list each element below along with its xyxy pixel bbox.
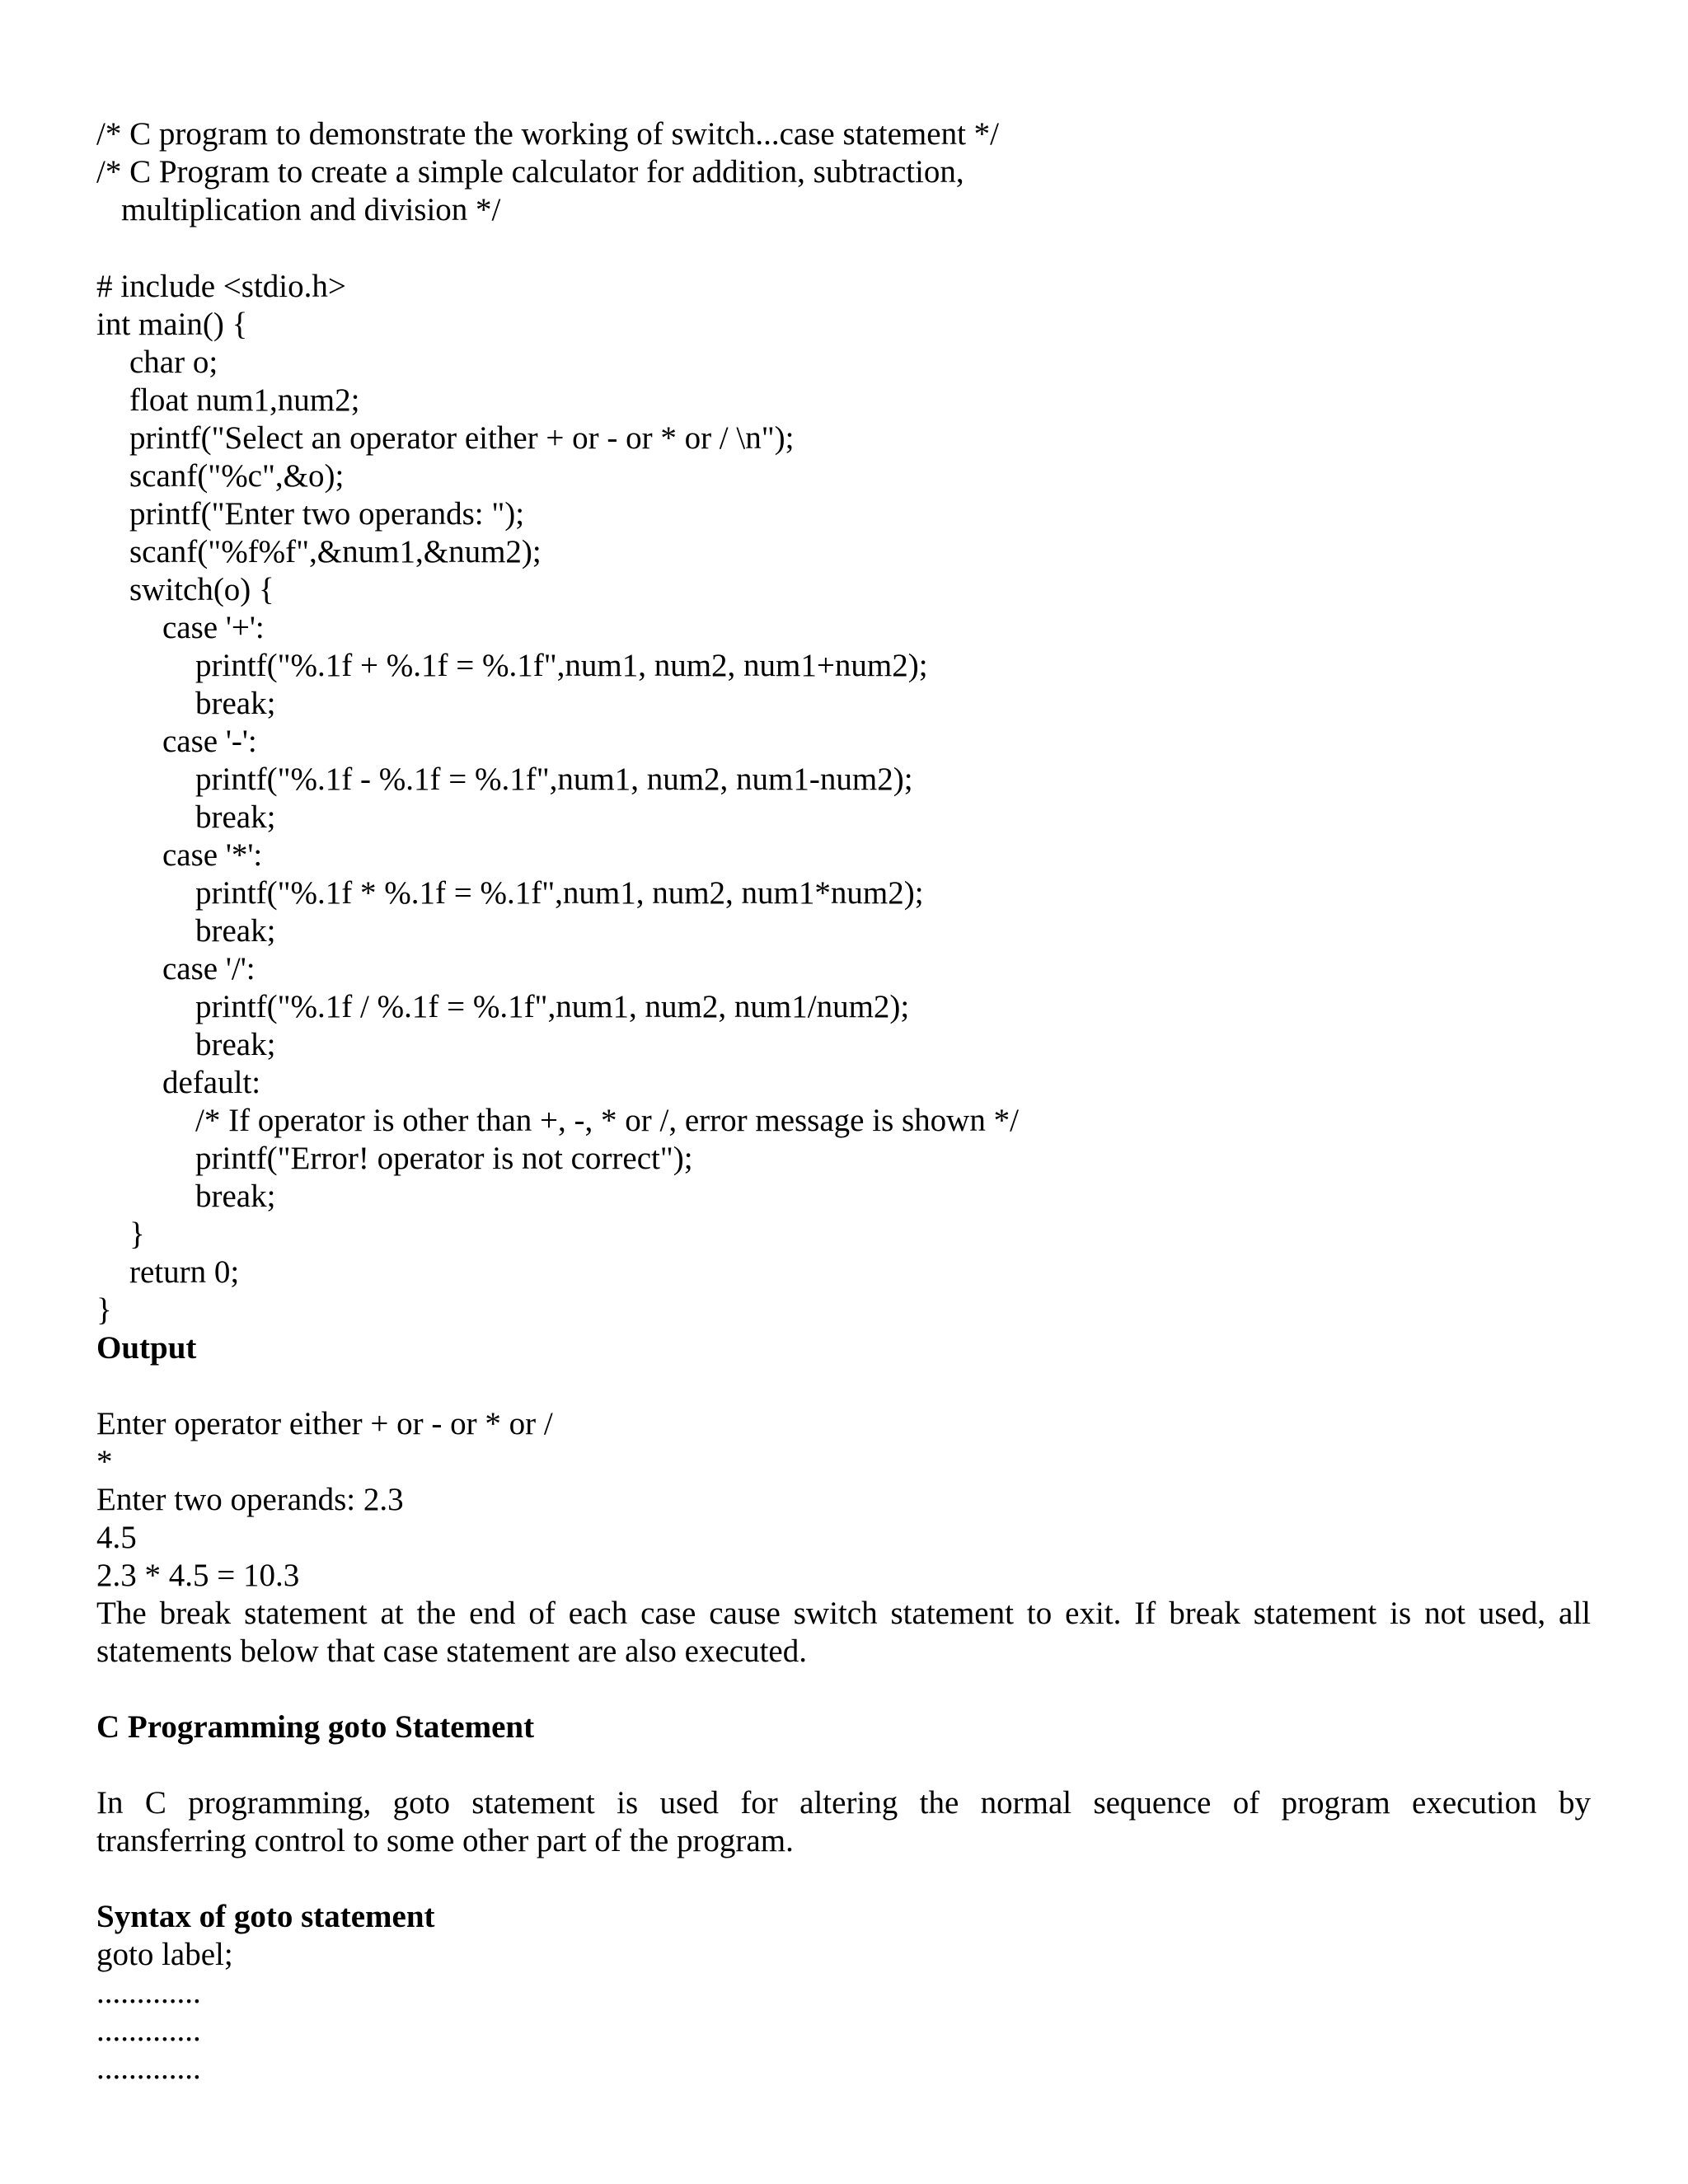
code-line: scanf("%f%f",&num1,&num2);: [129, 534, 542, 569]
syntax-dots: .............: [96, 1975, 201, 2010]
output-heading: Output: [96, 1330, 197, 1366]
code-line: }: [129, 1216, 145, 1252]
code-comment-line: multiplication and division */: [121, 192, 501, 227]
code-line: case '+':: [162, 610, 265, 645]
code-line: printf("%.1f / %.1f = %.1f",num1, num2, num1/num2);: [195, 989, 910, 1024]
code-line: case '/':: [162, 951, 256, 987]
goto-heading: C Programming goto Statement: [96, 1709, 535, 1745]
code-line: switch(o) {: [129, 572, 274, 607]
syntax-line: goto label;: [96, 1937, 233, 1972]
goto-intro-paragraph: [96, 1784, 1591, 1860]
code-line: int main() {: [96, 307, 248, 342]
code-line: printf("Select an operator either + or - or * or / \n");: [129, 420, 795, 456]
output-line: 4.5: [96, 1520, 137, 1555]
paragraph-line: The break statement at the end of each case cause switch statement to exit. If break statement is not used, all: [96, 1596, 1591, 1631]
paragraph-line: statements below that case statement are also executed.: [96, 1633, 807, 1669]
code-line: # include <stdio.h>: [96, 269, 346, 304]
code-line: case '-':: [162, 724, 257, 759]
code-comment-line: /* C program to demonstrate the working of switch...case statement */: [96, 116, 999, 152]
code-line: return 0;: [129, 1254, 240, 1290]
code-line: default:: [162, 1065, 261, 1100]
code-line: break;: [195, 1027, 276, 1062]
syntax-heading: Syntax of goto statement: [96, 1899, 435, 1934]
output-line: Enter operator either + or - or * or /: [96, 1406, 553, 1441]
code-line: printf("%.1f * %.1f = %.1f",num1, num2, num1*num2);: [195, 875, 924, 911]
output-line: Enter two operands: 2.3: [96, 1482, 404, 1517]
paragraph-line: In C programming, goto statement is used for altering the normal sequence of program execution by: [96, 1785, 1591, 1821]
code-line: printf("Error! operator is not correct");: [195, 1141, 693, 1176]
code-line: break;: [195, 799, 276, 835]
code-line: scanf("%c",&o);: [129, 458, 345, 494]
code-line: case '*':: [162, 837, 263, 873]
code-line: float num1,num2;: [129, 382, 360, 418]
code-line: break;: [195, 686, 276, 721]
code-line: break;: [195, 1179, 276, 1214]
code-line: break;: [195, 913, 276, 949]
output-line: *: [96, 1444, 113, 1479]
code-line: }: [96, 1292, 112, 1328]
syntax-dots: .............: [96, 2050, 201, 2086]
syntax-dots: .............: [96, 2013, 201, 2048]
code-line: /* If operator is other than +, -, * or /, error message is shown */: [195, 1103, 1019, 1138]
break-note-paragraph: [96, 1595, 1591, 1671]
code-line: char o;: [129, 344, 218, 380]
code-line: printf("%.1f + %.1f = %.1f",num1, num2, num1+num2);: [195, 648, 928, 683]
output-line: 2.3 * 4.5 = 10.3: [96, 1558, 300, 1593]
paragraph-line: transferring control to some other part of the program.: [96, 1823, 794, 1858]
code-line: printf("Enter two operands: ");: [129, 496, 525, 532]
code-line: printf("%.1f - %.1f = %.1f",num1, num2, num1-num2);: [195, 762, 913, 797]
code-comment-line: /* C Program to create a simple calculator for addition, subtraction,: [96, 154, 964, 190]
